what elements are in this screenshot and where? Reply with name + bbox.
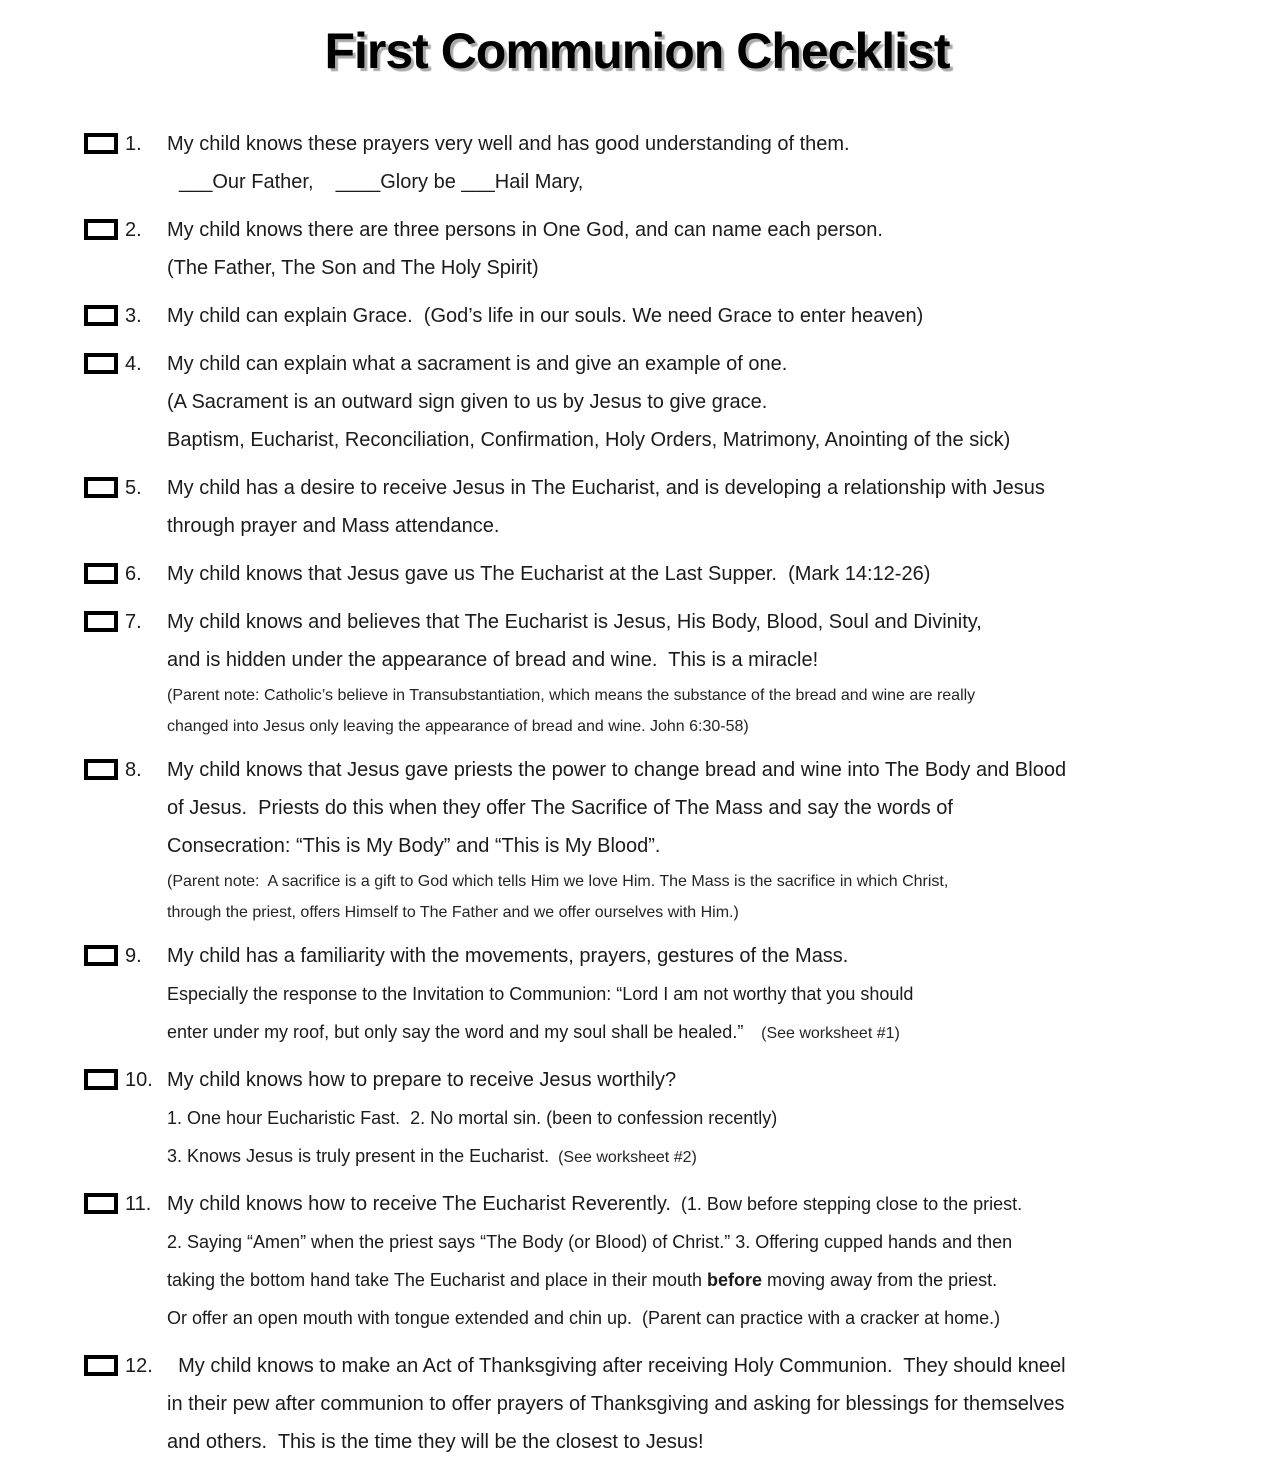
- item-line: [167, 752, 1262, 790]
- item-line: [167, 711, 1262, 742]
- checklist-item: [84, 1062, 1262, 1176]
- item-text-segment: (See worksheet #1): [743, 1025, 900, 1042]
- item-text-segment: through prayer and Mass attendance.: [167, 515, 500, 537]
- checkbox[interactable]: [84, 1193, 118, 1214]
- item-text-segment: and is hidden under the appearance of bread and wine. This is a miracle!: [167, 649, 819, 671]
- item-line: [167, 642, 1262, 680]
- item-line: [167, 1348, 1262, 1386]
- item-text-segment: My child knows there are three persons in One God, and can name each person.: [167, 219, 883, 241]
- checkbox[interactable]: [84, 353, 118, 374]
- item-line: [167, 604, 1262, 642]
- item-text-segment: My child knows that Jesus gave us The Eucharist at the Last Supper. (Mark 14:12-26): [167, 563, 931, 585]
- item-text-segment: My child can explain what a sacrament is and give an example of one.: [167, 353, 788, 375]
- checklist-item: [84, 126, 1262, 202]
- item-text-segment: Baptism, Eucharist, Reconciliation, Confirmation, Holy Orders, Matrimony, Anointing of the sick): [167, 429, 1011, 451]
- checkbox[interactable]: [84, 219, 118, 240]
- item-lines: [167, 298, 1262, 336]
- item-lines: [167, 470, 1262, 546]
- item-line: [167, 126, 1262, 164]
- item-line: [167, 790, 1262, 828]
- checkbox[interactable]: [84, 1355, 118, 1376]
- checklist-item: [84, 212, 1262, 288]
- item-text-segment: Consecration: “This is My Body” and “This is My Blood”.: [167, 835, 661, 857]
- item-line: [167, 897, 1262, 928]
- item-line: [167, 828, 1262, 866]
- item-line: [167, 346, 1262, 384]
- item-lines: [167, 1062, 1262, 1176]
- item-line: [167, 1224, 1262, 1262]
- item-line: [167, 384, 1262, 422]
- item-text-segment: before: [707, 1270, 763, 1290]
- item-text-segment: My child knows to make an Act of Thanksgiving after receiving Holy Communion. They should kneel: [167, 1355, 1066, 1377]
- item-number: 2.: [125, 219, 142, 241]
- item-lines: [167, 752, 1262, 928]
- item-lines: [167, 604, 1262, 742]
- item-line: [167, 1014, 1262, 1052]
- item-line: [167, 1262, 1262, 1300]
- item-text-segment: My child can explain Grace. (God’s life in our souls. We need Grace to enter heaven): [167, 305, 924, 327]
- item-text-segment: enter under my roof, but only say the word and my soul shall be healed.”: [167, 1022, 744, 1042]
- item-line: [167, 508, 1262, 546]
- item-number: 9.: [125, 945, 142, 967]
- item-text-segment: My child has a desire to receive Jesus in The Eucharist, and is developing a relationship with Jesus: [167, 477, 1045, 499]
- item-number: 1.: [125, 133, 142, 155]
- item-text-segment: My child knows that Jesus gave priests the power to change bread and wine into The Body and Blood: [167, 759, 1067, 781]
- item-text-segment: and others. This is the time they will be the closest to Jesus!: [167, 1431, 704, 1453]
- item-text-segment: 1. One hour Eucharistic Fast. 2. No mortal sin. (been to confession recently): [167, 1108, 778, 1128]
- item-text-segment: Especially the response to the Invitation to Communion: “Lord I am not worthy that you should: [167, 984, 914, 1004]
- item-text-segment: My child knows how to receive The Eucharist Reverently.: [167, 1193, 671, 1215]
- checklist-item: [84, 298, 1262, 336]
- item-number: 7.: [125, 611, 142, 633]
- checkbox[interactable]: [84, 1069, 118, 1090]
- item-text-segment: of Jesus. Priests do this when they offer The Sacrifice of The Mass and say the words of: [167, 797, 953, 819]
- item-text-segment: (The Father, The Son and The Holy Spirit): [167, 257, 539, 279]
- item-line: [167, 1386, 1262, 1424]
- item-text-segment: taking the bottom hand take The Eucharist and place in their mouth: [167, 1270, 707, 1290]
- checklist: [0, 126, 1274, 1462]
- item-lines: [167, 1348, 1262, 1462]
- item-text-segment: 2. Saying “Amen” when the priest says “The Body (or Blood) of Christ.” 3. Offering cupped hands and then: [167, 1232, 1013, 1252]
- item-line: [167, 422, 1262, 460]
- checklist-item: [84, 604, 1262, 742]
- item-text-segment: (See worksheet #2): [549, 1149, 697, 1166]
- item-text-segment: My child knows these prayers very well and has good understanding of them.: [167, 133, 850, 155]
- checklist-item: [84, 346, 1262, 460]
- item-line: [167, 1186, 1262, 1224]
- item-number: 6.: [125, 563, 142, 585]
- item-lines: [167, 1186, 1262, 1338]
- checklist-item: [84, 1348, 1262, 1462]
- checklist-item: [84, 470, 1262, 546]
- item-line: [167, 1062, 1262, 1100]
- item-text-segment: ___Our Father, ____Glory be ___Hail Mary,: [179, 171, 584, 193]
- item-text-segment: (Parent note: Catholic’s believe in Transubstantiation, which means the substance of the bread and wine are really: [167, 687, 976, 704]
- item-line: [167, 938, 1262, 976]
- item-line: [167, 470, 1262, 508]
- checkbox[interactable]: [84, 759, 118, 780]
- item-text-segment: in their pew after communion to offer prayers of Thanksgiving and asking for blessings for themselves: [167, 1393, 1065, 1415]
- checkbox[interactable]: [84, 133, 118, 154]
- item-text-segment: changed into Jesus only leaving the appearance of bread and wine. John 6:30-58): [167, 718, 749, 735]
- item-text-segment: My child knows how to prepare to receive Jesus worthily?: [167, 1069, 677, 1091]
- item-text-segment: My child knows and believes that The Eucharist is Jesus, His Body, Blood, Soul and Divinity,: [167, 611, 982, 633]
- item-number: 4.: [125, 353, 142, 375]
- checklist-item: [84, 1186, 1262, 1338]
- item-text-segment: through the priest, offers Himself to The Father and we offer ourselves with Him.): [167, 904, 739, 921]
- item-line: [167, 1138, 1262, 1176]
- item-lines: [167, 126, 1262, 202]
- item-line: [167, 556, 1262, 594]
- checkbox[interactable]: [84, 945, 118, 966]
- item-number: 12.: [125, 1355, 153, 1377]
- checkbox[interactable]: [84, 611, 118, 632]
- item-number: 5.: [125, 477, 142, 499]
- checklist-item: [84, 556, 1262, 594]
- checklist-item: [84, 938, 1262, 1052]
- checklist-item: [84, 752, 1262, 928]
- item-line: [167, 298, 1262, 336]
- item-text-segment: 3. Knows Jesus is truly present in the Eucharist.: [167, 1146, 550, 1166]
- item-text-segment: Or offer an open mouth with tongue extended and chin up. (Parent can practice with a cracker at home.): [167, 1308, 1001, 1328]
- item-line: [167, 250, 1262, 288]
- item-line: [167, 1100, 1262, 1138]
- checkbox[interactable]: [84, 305, 118, 326]
- item-number: 3.: [125, 305, 142, 327]
- item-number: 11.: [125, 1193, 152, 1215]
- item-text-segment: My child has a familiarity with the movements, prayers, gestures of the Mass.: [167, 945, 849, 967]
- item-text-segment: (Parent note: A sacrifice is a gift to God which tells Him we love Him. The Mass is the sacrifice in which Christ,: [167, 873, 949, 890]
- item-lines: [167, 938, 1262, 1052]
- item-line: [167, 680, 1262, 711]
- item-lines: [167, 556, 1262, 594]
- page-title: First Communion Checklist: [324, 23, 950, 79]
- item-text-segment: moving away from the priest.: [762, 1270, 998, 1290]
- item-line: [167, 164, 1262, 202]
- item-line: [167, 976, 1262, 1014]
- item-line: [167, 1424, 1262, 1462]
- item-line: [167, 1300, 1262, 1338]
- checkbox[interactable]: [84, 563, 118, 584]
- item-line: [167, 866, 1262, 897]
- item-lines: [167, 212, 1262, 288]
- item-text-segment: (A Sacrament is an outward sign given to us by Jesus to give grace.: [167, 391, 768, 413]
- item-number: 10.: [125, 1069, 153, 1091]
- checkbox[interactable]: [84, 477, 118, 498]
- item-number: 8.: [125, 759, 142, 781]
- item-text-segment: (1. Bow before stepping close to the priest.: [670, 1194, 1023, 1214]
- item-lines: [167, 346, 1262, 460]
- item-line: [167, 212, 1262, 250]
